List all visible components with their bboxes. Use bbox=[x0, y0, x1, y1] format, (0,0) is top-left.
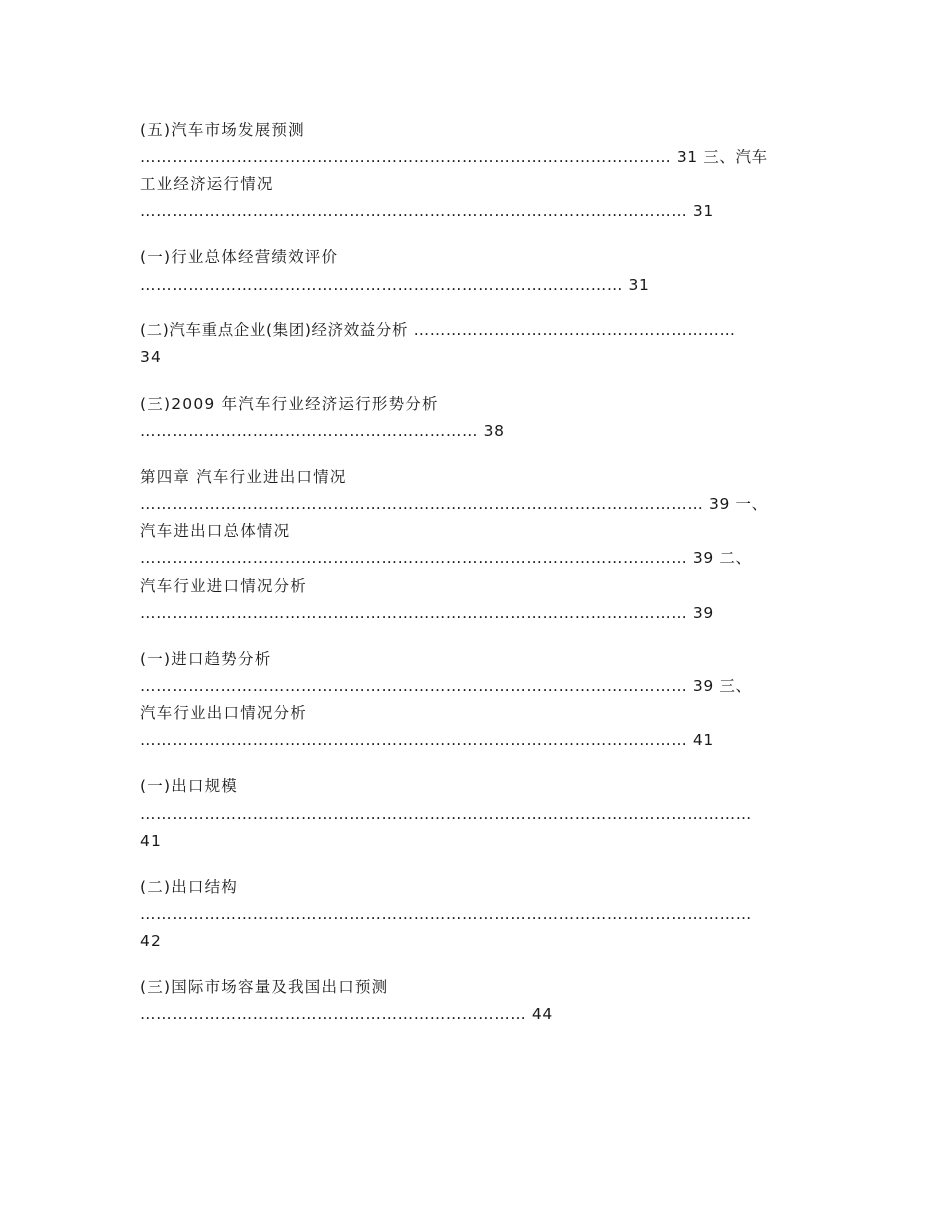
toc-line: ……………………………………………………………………………………… 31 三、汽车 bbox=[140, 148, 768, 166]
toc-line: ……………………………………………………………… 44 bbox=[140, 1005, 553, 1023]
toc-line: 汽车行业出口情况分析 bbox=[140, 704, 308, 722]
toc-line: (一)行业总体经营绩效评价 bbox=[140, 248, 339, 266]
toc-line: ……………………………………………………… 38 bbox=[140, 422, 505, 440]
toc-line: 工业经济运行情况 bbox=[140, 175, 274, 193]
toc-line: (三)2009 年汽车行业经济运行形势分析 bbox=[140, 395, 439, 413]
toc-line: (一)进口趋势分析 bbox=[140, 650, 272, 668]
toc-line: (三)国际市场容量及我国出口预测 bbox=[140, 978, 389, 996]
toc-line: ………………………………………………………………………………………… 39 bbox=[140, 604, 714, 622]
toc-line: ………………………………………………………………………………………… 41 bbox=[140, 731, 714, 749]
toc-line: ………………………………………………………………………………………… 31 bbox=[140, 202, 714, 220]
toc-line: …………………………………………………………………………………………………… bbox=[140, 805, 752, 823]
toc-line: (五)汽车市场发展预测 bbox=[140, 121, 305, 139]
toc-line: 42 bbox=[140, 932, 163, 950]
toc-line: ………………………………………………………………………………………… 39 二、 bbox=[140, 549, 752, 567]
toc-line: …………………………………………………………………………………………………… bbox=[140, 905, 752, 923]
toc-line: 41 bbox=[140, 832, 163, 850]
toc-line: (二)出口结构 bbox=[140, 878, 238, 896]
toc-line: (一)出口规模 bbox=[140, 777, 238, 795]
toc-line: …………………………………………………………………………………………… 39 一、 bbox=[140, 495, 768, 513]
toc-line: ……………………………………………………………………………… 31 bbox=[140, 276, 650, 294]
toc-line: 第四章 汽车行业进出口情况 bbox=[140, 468, 347, 486]
toc-line: ………………………………………………………………………………………… 39 三、 bbox=[140, 677, 752, 695]
toc-line: 34 bbox=[140, 348, 163, 366]
toc-line: (二)汽车重点企业(集团)经济效益分析 …………………………………………………… bbox=[140, 321, 736, 339]
toc-line: 汽车行业进口情况分析 bbox=[140, 577, 308, 595]
toc-line: 汽车进出口总体情况 bbox=[140, 522, 291, 540]
